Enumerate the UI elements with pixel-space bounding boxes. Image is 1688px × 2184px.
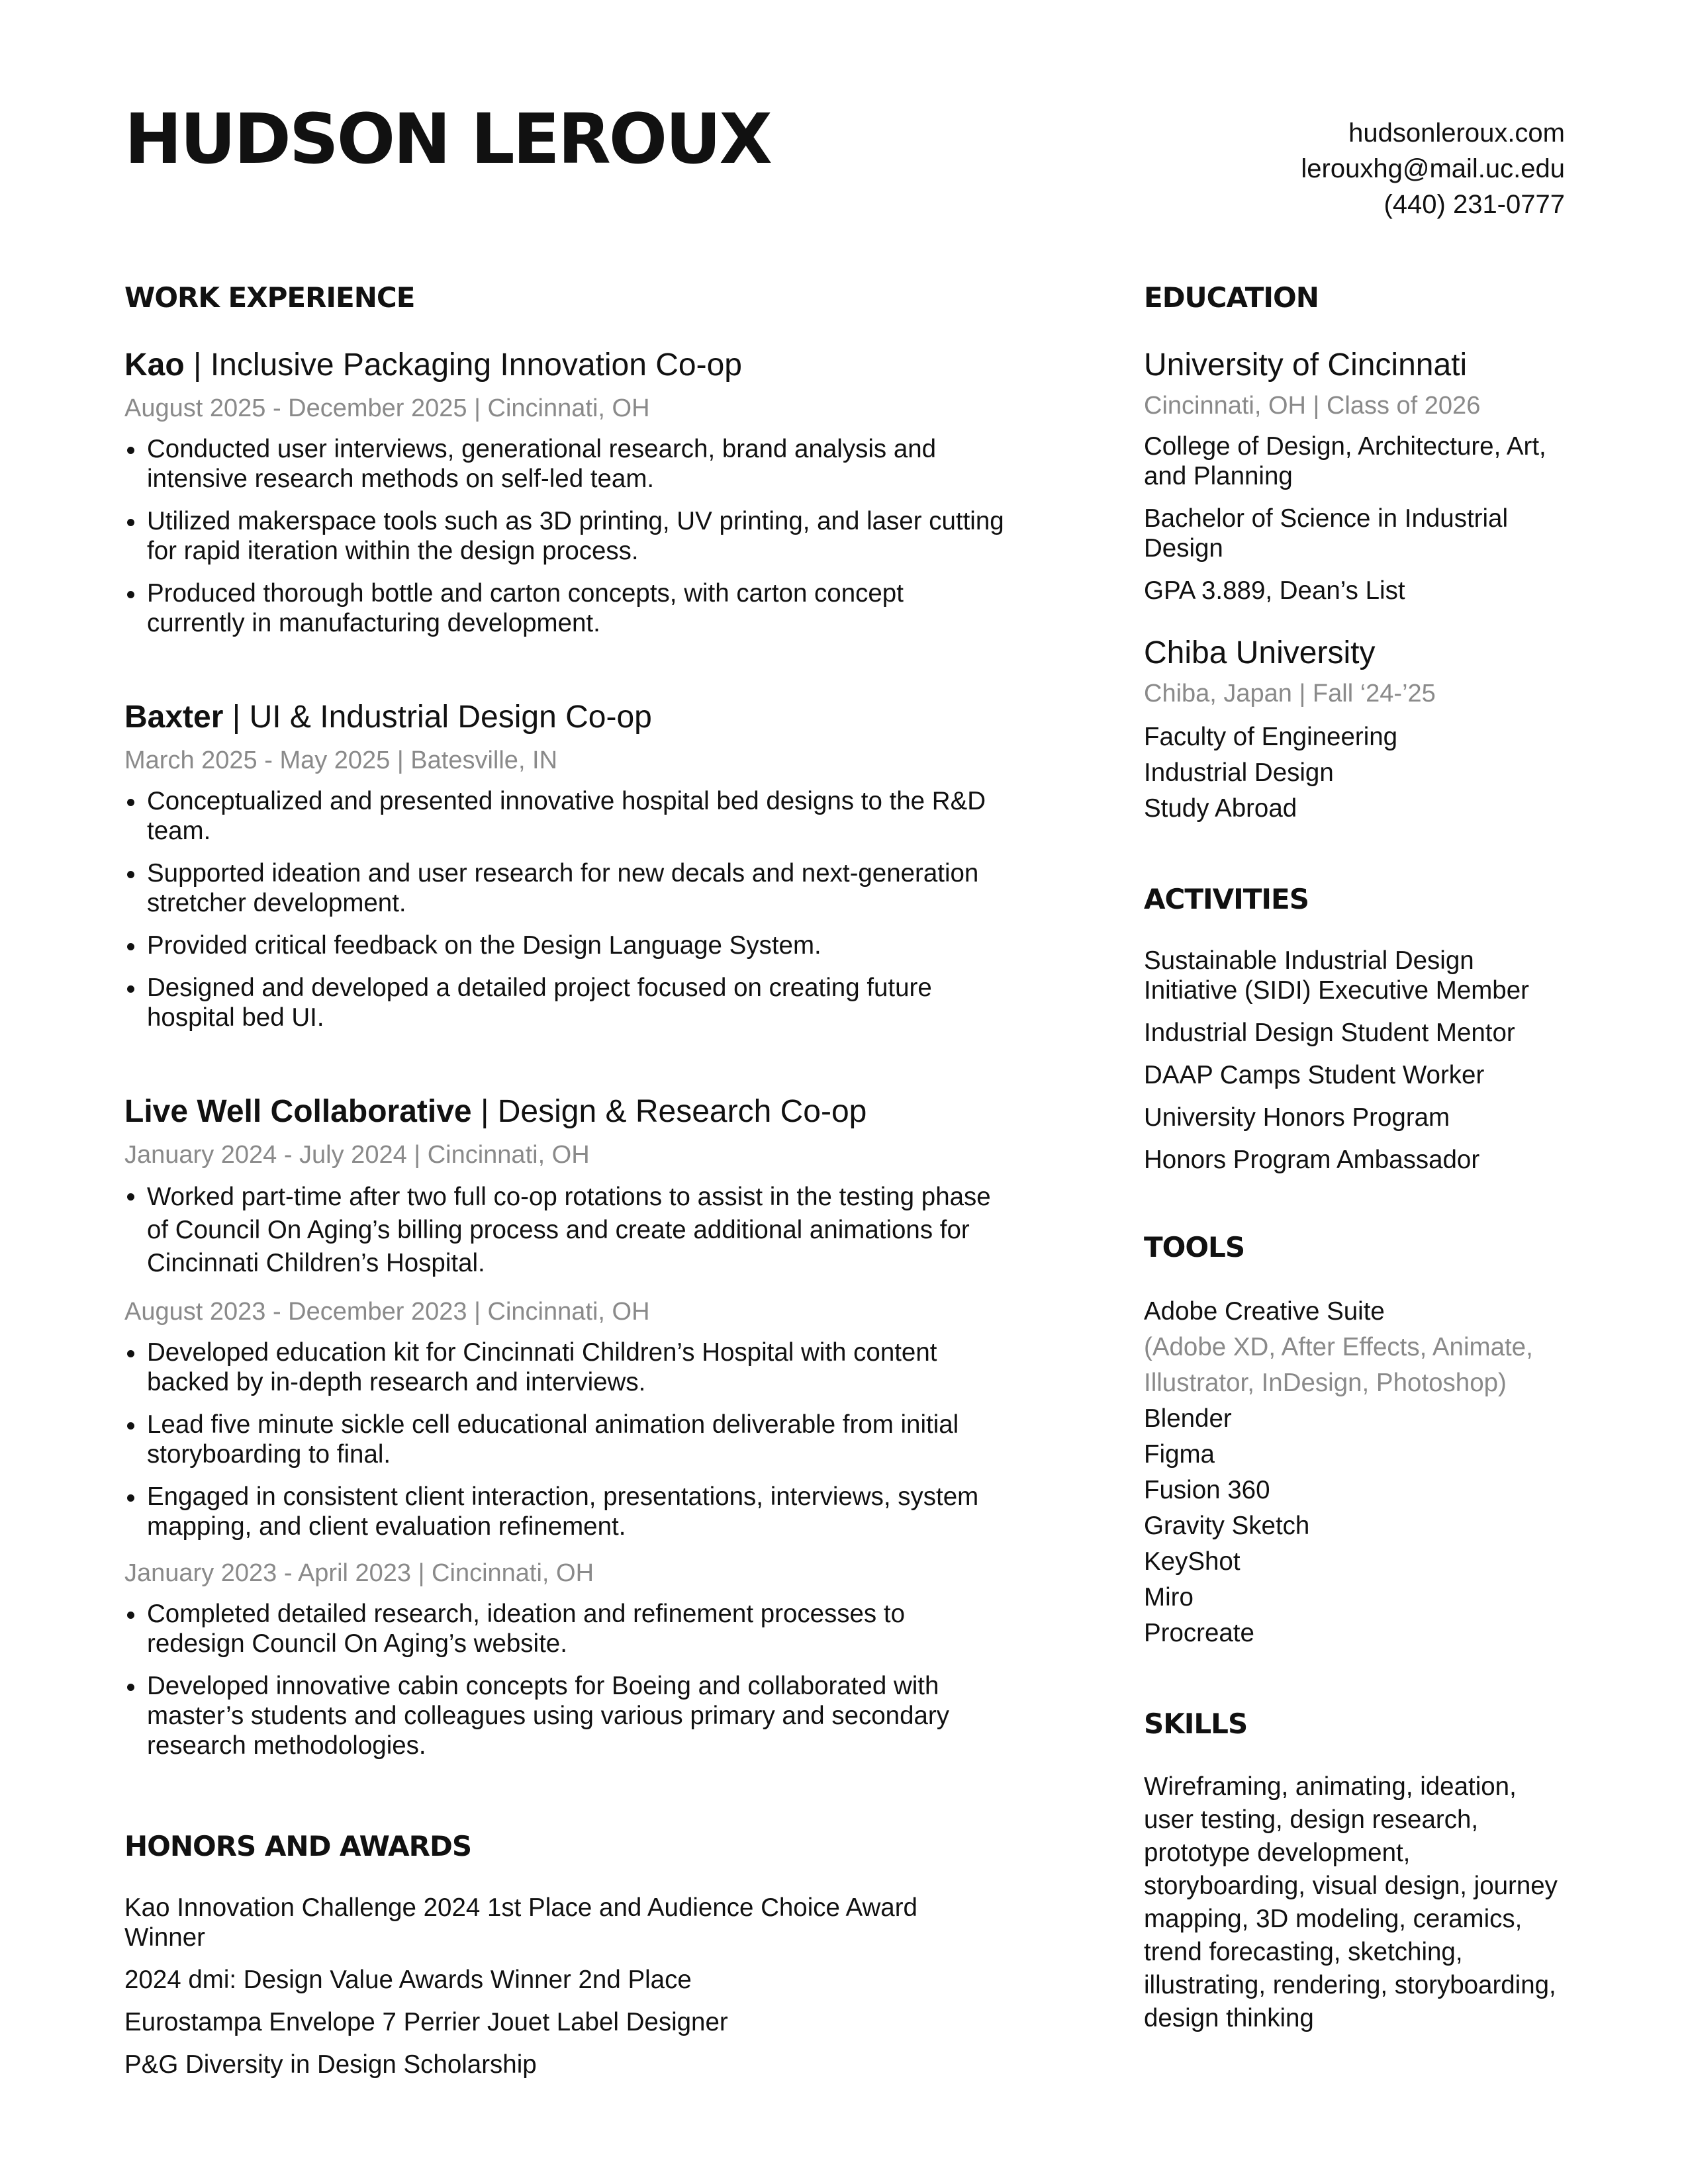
school-name: University of Cincinnati bbox=[1144, 347, 1468, 383]
bullet-item: Produced thorough bottle and carton concepts, with carton concept currently in manufacturing development. bbox=[124, 578, 1005, 638]
job-meta: August 2025 - December 2025 | Cincinnati, OH bbox=[124, 394, 650, 422]
bullet-item: Supported ideation and user research for new decals and next-generation stretcher development. bbox=[124, 858, 1005, 918]
bullet-item: Lead five minute sickle cell educational animation deliverable from initial storyboarding to final. bbox=[124, 1410, 1005, 1469]
activities-section bbox=[1144, 880, 1568, 1175]
honor-item: Eurostampa Envelope 7 Perrier Jouet Label Designer bbox=[124, 2008, 728, 2036]
bullet-item: Engaged in consistent client interaction, presentations, interviews, system mapping, and client evaluation refinement. bbox=[124, 1482, 1005, 1541]
bullet-item: Developed innovative cabin concepts for Boeing and collaborated with master’s students and colleagues using various primary and secondary research methodologies. bbox=[124, 1671, 1005, 1760]
bullet-item: Conceptualized and presented innovative hospital bed designs to the R&D team. bbox=[124, 786, 1005, 846]
activity-item: Industrial Design Student Mentor bbox=[1144, 1019, 1515, 1047]
college-name: College of Design, Architecture, Art, and Planning bbox=[1144, 432, 1546, 490]
email-link[interactable]: lerouxhg@mail.uc.edu bbox=[1301, 154, 1565, 183]
bullet-item: Developed education kit for Cincinnati Children’s Hospital with content backed by in-depth research and interviews. bbox=[124, 1338, 1005, 1397]
bullet-item: Worked part-time after two full co-op rotations to assist in the testing phase of Council On Aging’s billing process and create additional animations for Cincinnati Children’s Hospital. bbox=[124, 1181, 1005, 1280]
bullet-item: Provided critical feedback on the Design Language System. bbox=[124, 931, 1005, 960]
gpa-text: GPA 3.889, Dean’s List bbox=[1144, 576, 1405, 605]
tool-detail: (Adobe XD, After Effects, Animate, Illustrator, InDesign, Photoshop) bbox=[1144, 1333, 1533, 1397]
school-meta: Cincinnati, OH | Class of 2026 bbox=[1144, 392, 1481, 420]
job-role: | UI & Industrial Design Co-op bbox=[223, 700, 652, 735]
activities-heading: ACTIVITIES bbox=[1144, 883, 1309, 915]
left-column bbox=[124, 278, 1005, 2092]
chiba-line: Industrial Design bbox=[1144, 758, 1334, 787]
education-heading: EDUCATION bbox=[1144, 281, 1319, 314]
job-title bbox=[124, 1091, 1005, 1133]
skills-heading: SKILLS bbox=[1144, 1707, 1248, 1740]
job-bullets bbox=[124, 434, 1005, 638]
tool-item: KeyShot bbox=[1144, 1547, 1241, 1576]
school-name: Chiba University bbox=[1144, 635, 1376, 670]
bullet-item: Completed detailed research, ideation and refinement processes to redesign Council On Aging’s website. bbox=[124, 1599, 1005, 1659]
resume-name: HUDSON LEROUX bbox=[124, 99, 771, 179]
activities-list bbox=[1144, 946, 1568, 1175]
job-kao bbox=[124, 344, 1005, 638]
contact-info bbox=[1102, 115, 1565, 222]
job-title bbox=[124, 696, 1005, 739]
company-name: Live Well Collaborative bbox=[124, 1094, 472, 1129]
work-experience-heading: WORK EXPERIENCE bbox=[124, 281, 415, 314]
bullet-item: Conducted user interviews, generational research, brand analysis and intensive research methods on self-led team. bbox=[124, 434, 1005, 494]
job-bullets bbox=[124, 786, 1005, 1032]
activity-item: Honors Program Ambassador bbox=[1144, 1146, 1480, 1174]
chiba-line: Faculty of Engineering bbox=[1144, 723, 1398, 751]
company-name: Baxter bbox=[124, 700, 224, 735]
tool-item: Miro bbox=[1144, 1583, 1194, 1612]
skills-section bbox=[1144, 1704, 1568, 2035]
right-column bbox=[1144, 278, 1568, 2035]
education-uc bbox=[1144, 344, 1568, 606]
tools-list bbox=[1144, 1294, 1568, 1651]
job-bullets bbox=[124, 1181, 1005, 1280]
job-meta: January 2024 - July 2024 | Cincinnati, OH bbox=[124, 1141, 590, 1169]
honors-list bbox=[124, 1893, 1005, 2079]
honors-section bbox=[124, 1827, 1005, 2079]
job-bullets bbox=[124, 1599, 1005, 1760]
job-meta: August 2023 - December 2023 | Cincinnati, OH bbox=[124, 1298, 650, 1326]
job-baxter bbox=[124, 696, 1005, 1032]
website-link[interactable]: hudsonleroux.com bbox=[1348, 118, 1565, 148]
honor-item: Kao Innovation Challenge 2024 1st Place and Audience Choice Award Winner bbox=[124, 1893, 917, 1952]
job-bullets bbox=[124, 1338, 1005, 1541]
degree-name: Bachelor of Science in Industrial Design bbox=[1144, 504, 1508, 563]
bullet-item: Utilized makerspace tools such as 3D printing, UV printing, and laser cutting for rapid iteration within the design process. bbox=[124, 506, 1005, 566]
tools-heading: TOOLS bbox=[1144, 1231, 1245, 1263]
activity-item: University Honors Program bbox=[1144, 1103, 1450, 1132]
chiba-line: Study Abroad bbox=[1144, 794, 1297, 823]
tool-item: Blender bbox=[1144, 1404, 1232, 1433]
tool-item: Fusion 360 bbox=[1144, 1476, 1270, 1504]
honors-heading: HONORS AND AWARDS bbox=[124, 1830, 472, 1862]
company-name: Kao bbox=[124, 347, 185, 383]
job-title bbox=[124, 344, 1005, 387]
honor-item: P&G Diversity in Design Scholarship bbox=[124, 2050, 537, 2079]
tool-item: Gravity Sketch bbox=[1144, 1512, 1310, 1540]
job-role: | Inclusive Packaging Innovation Co-op bbox=[184, 347, 742, 383]
tool-item: Figma bbox=[1144, 1440, 1215, 1469]
tool-item: Procreate bbox=[1144, 1619, 1254, 1647]
skills-text: Wireframing, animating, ideation, user testing, design research, prototype development, storyboarding, visual design, journey mapping, 3D modeling, ceramics, trend forecasting, sketching, illustrating, rendering, storyboarding, design thinking bbox=[1144, 1772, 1558, 2032]
job-role: | Design & Research Co-op bbox=[471, 1094, 867, 1129]
job-live-well bbox=[124, 1091, 1005, 1760]
job-meta: January 2023 - April 2023 | Cincinnati, OH bbox=[124, 1559, 594, 1587]
bullet-item: Designed and developed a detailed project focused on creating future hospital bed UI. bbox=[124, 973, 1005, 1032]
phone-number: (440) 231-0777 bbox=[1383, 190, 1565, 219]
honor-item: 2024 dmi: Design Value Awards Winner 2nd Place bbox=[124, 1966, 692, 1994]
education-chiba bbox=[1144, 632, 1568, 827]
tools-section bbox=[1144, 1228, 1568, 1651]
activity-item: DAAP Camps Student Worker bbox=[1144, 1061, 1485, 1089]
tool-item: Adobe Creative Suite bbox=[1144, 1297, 1385, 1326]
school-meta: Chiba, Japan | Fall ‘24-’25 bbox=[1144, 680, 1436, 707]
activity-item: Sustainable Industrial Design Initiative (SIDI) Executive Member bbox=[1144, 946, 1529, 1005]
job-meta: March 2025 - May 2025 | Batesville, IN bbox=[124, 747, 558, 774]
